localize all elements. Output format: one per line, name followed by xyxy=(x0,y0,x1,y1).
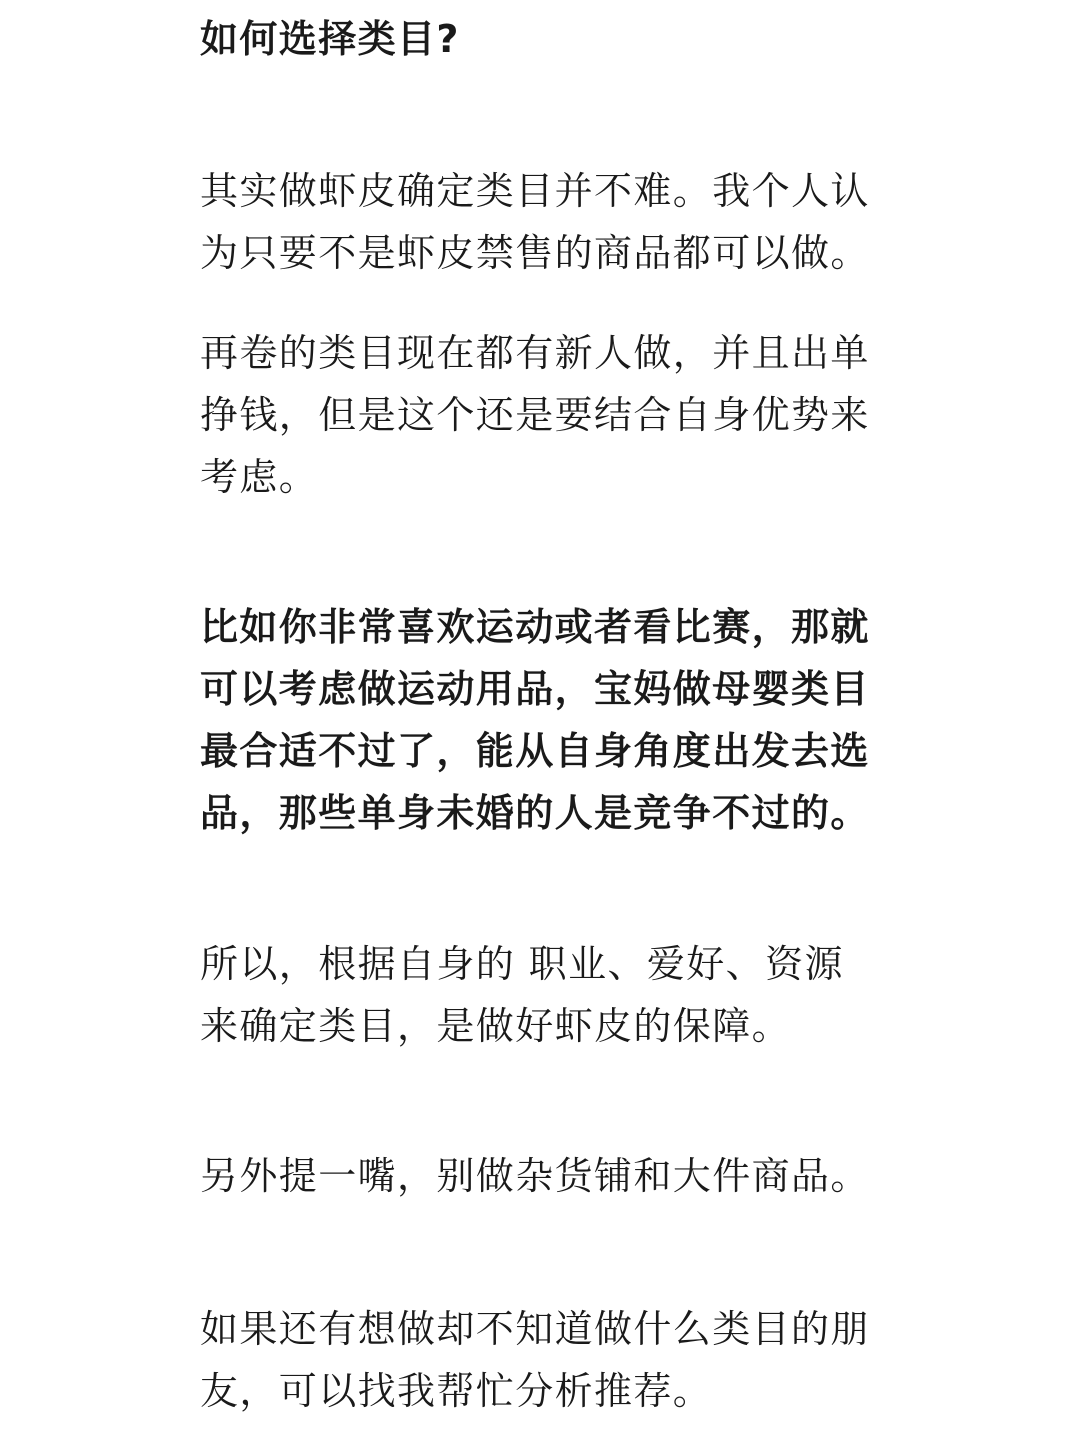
article-title: 如何选择类目? xyxy=(200,17,460,61)
paragraph-intro: 其实做虾皮确定类目并不难。我个人认为只要不是虾皮禁售的商品都可以做。 xyxy=(200,169,870,275)
paragraph-example: 比如你非常喜欢运动或者看比赛，那就可以考虑做运动用品，宝妈做母婴类目最合适不过了，能从自身角度出发去选品，那些单身未婚的人是竞争不过的。 xyxy=(200,605,870,835)
paragraph-conclusion: 所以，根据自身的 职业、爱好、资源 来确定类目，是做好虾皮的保障。 xyxy=(200,942,844,1048)
paragraph-competition: 再卷的类目现在都有新人做，并且出单挣钱，但是这个还是要结合自身优势来考虑。 xyxy=(200,331,870,499)
paragraph-tip: 另外提一嘴，别做杂货铺和大件商品。 xyxy=(200,1154,870,1198)
paragraph-contact: 如果还有想做却不知道做什么类目的朋友，可以找我帮忙分析推荐。 xyxy=(200,1307,870,1413)
